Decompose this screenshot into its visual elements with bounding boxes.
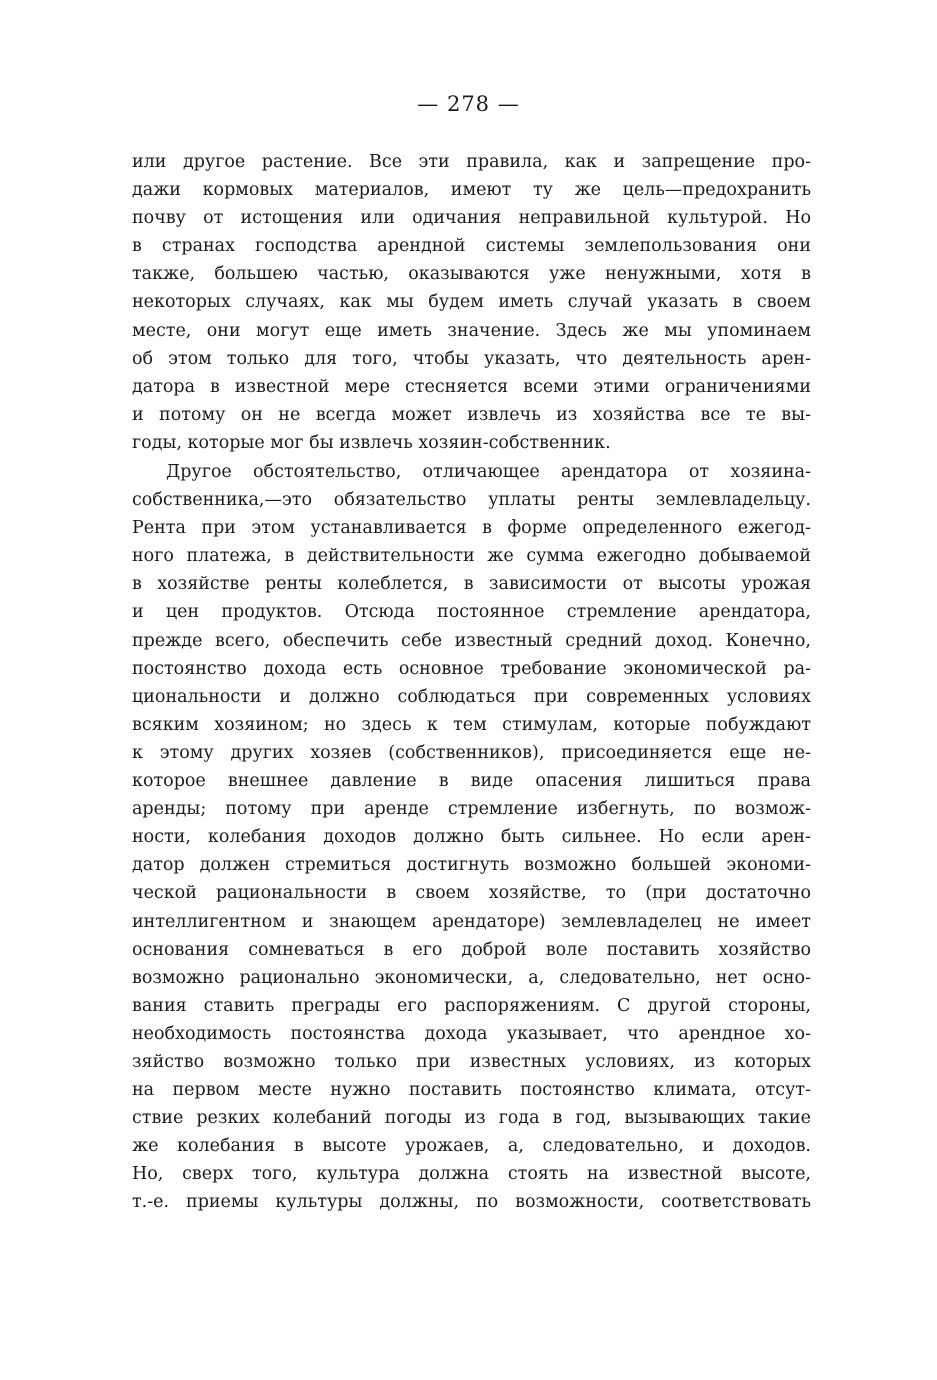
text-line: зяйство возможно только при известных условиях, из которых xyxy=(132,1051,811,1072)
paragraph-1 xyxy=(132,148,811,457)
page-number: — 278 — xyxy=(417,92,520,116)
text-line: ческой рациональности в своем хозяйстве, то (при достаточно xyxy=(132,883,811,904)
text-line: также, большею частью, оказываются уже ненужными, хотя в xyxy=(132,264,811,285)
text-line: всяким хозяином; но здесь к тем стимулам, которые побуждают xyxy=(132,714,811,735)
text-line: почву от истощения или одичания неправильной культурой. Но xyxy=(132,208,811,229)
text-line: же колебания в высоте урожаев, а, следовательно, и доходов. xyxy=(132,1136,811,1157)
text-line: годы, которые мог бы извлечь хозяин-собственник. xyxy=(132,432,611,453)
text-line: некоторых случаях, как мы будем иметь случай указать в своем xyxy=(132,292,811,313)
text-line: ствие резких колебаний погоды из года в год, вызывающих такие xyxy=(132,1108,811,1129)
paragraph-2 xyxy=(132,458,811,1217)
text-line: возможно рационально экономически, а, следовательно, нет осно- xyxy=(132,967,811,988)
text-line: циональности и должно соблюдаться при современных условиях xyxy=(132,686,811,707)
text-line: и потому он не всегда может извлечь из хозяйства все те вы- xyxy=(132,404,811,425)
text-line: т.-е. приемы культуры должны, по возможности, соответствовать xyxy=(132,1192,811,1213)
text-line: которое внешнее давление в виде опасения лишиться права xyxy=(132,771,811,792)
text-line: Другое обстоятельство, отличающее арендатора от хозяина- xyxy=(166,462,811,482)
text-line: в странах господства арендной системы землепользования они xyxy=(132,236,811,257)
text-line: об этом только для того, чтобы указать, что деятельность арен- xyxy=(132,348,811,369)
text-line: Но, сверх того, культура должна стоять на известной высоте, xyxy=(132,1164,811,1185)
text-line: интеллигентном и знающем арендаторе) землевладелец не имеет xyxy=(132,911,811,932)
text-line: постоянство дохода есть основное требование экономической ра- xyxy=(132,658,811,679)
text-line: дажи кормовых материалов, имеют ту же цель—предохранить xyxy=(132,180,811,201)
text-line: к этому других хозяев (собственников), присоединяется еще не- xyxy=(132,742,811,763)
text-line: основания сомневаться в его доброй воле поставить хозяйство xyxy=(132,939,811,960)
text-line: необходимость постоянства дохода указывает, что арендное хо- xyxy=(132,1023,811,1044)
text-line: вания ставить преграды его распоряжениям. С другой стороны, xyxy=(132,995,811,1016)
text-line: в хозяйстве ренты колеблется, в зависимости от высоты урожая xyxy=(132,574,811,595)
text-line: датор должен стремиться достигнуть возможно большей экономи- xyxy=(132,855,811,876)
text-line: или другое растение. Все эти правила, как и запрещение про- xyxy=(132,152,811,172)
text-line: датора в известной мере стесняется всеми этими ограничениями xyxy=(132,376,811,397)
text-line: прежде всего, обеспечить себе известный средний доход. Конечно, xyxy=(132,630,811,651)
text-line: и цен продуктов. Отсюда постоянное стремление арендатора, xyxy=(132,602,811,623)
text-line: на первом месте нужно поставить постоянство климата, отсут- xyxy=(132,1080,811,1101)
text-line: аренды; потому при аренде стремление избегнуть, по возмож- xyxy=(132,799,811,820)
text-line: ности, колебания доходов должно быть сильнее. Но если арен- xyxy=(132,827,811,848)
text-line: месте, они могут еще иметь значение. Здесь же мы упоминаем xyxy=(132,320,811,341)
text-line: собственника,—это обязательство уплаты ренты землевладельцу. xyxy=(132,490,811,511)
text-line: Рента при этом устанавливается в форме определенного ежегод- xyxy=(132,518,811,539)
text-line: ного платежа, в действительности же сумма ежегодно добываемой xyxy=(132,546,811,567)
